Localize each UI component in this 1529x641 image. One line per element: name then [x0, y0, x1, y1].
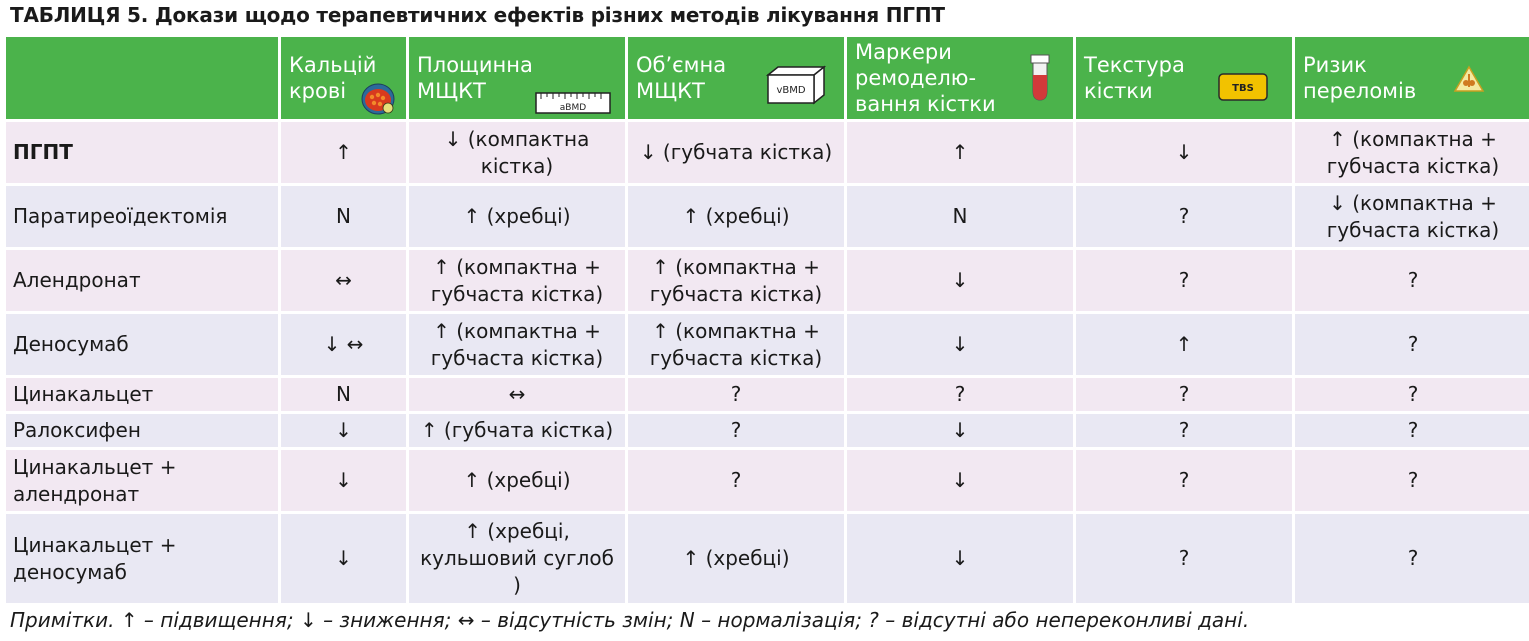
- table-cell: ↑ (хребці): [628, 186, 844, 247]
- table-cell: ↑ (компактна + губчаста кістка): [1295, 122, 1529, 183]
- row-label: Цинакальцет: [6, 378, 278, 411]
- table-cell: ?: [1295, 314, 1529, 375]
- row-label: Алендронат: [6, 250, 278, 311]
- table-row: [6, 450, 1529, 511]
- table-cell: ↓ (компактна кістка): [409, 122, 625, 183]
- table-cell: ↓: [847, 314, 1073, 375]
- table-cell: ?: [628, 450, 844, 511]
- table-cell: ?: [1076, 186, 1292, 247]
- table-cell: ?: [1076, 450, 1292, 511]
- table-cell: ↑: [1076, 314, 1292, 375]
- table-cell: N: [281, 378, 406, 411]
- row-label: ПГПТ: [6, 122, 278, 183]
- header-empty: [6, 37, 278, 119]
- row-label: Ралоксифен: [6, 414, 278, 447]
- table-cell: ↔: [281, 250, 406, 311]
- table-cell: ↓: [281, 514, 406, 603]
- header-fracture-risk: Ризик переломів: [1295, 37, 1529, 119]
- footnote: Примітки. ↑ – підвищення; ↓ – зниження; ↔ – відсутність змін; N – нормалізація; ? – відсутні або непереконливі дані.: [10, 608, 1250, 632]
- table-cell: ?: [1295, 414, 1529, 447]
- table-row: [6, 514, 1529, 603]
- table-row: [6, 186, 1529, 247]
- table-cell: ↓: [847, 414, 1073, 447]
- svg-text:TBS: TBS: [1232, 83, 1254, 94]
- header-volumetric-bmd: Об’ємна МЩКТ vBMD: [628, 37, 844, 119]
- table-cell: ↓ (компактна + губчаста кістка): [1295, 186, 1529, 247]
- table-cell: ↑ (компактна + губчаста кістка): [628, 314, 844, 375]
- table-cell: ?: [1295, 250, 1529, 311]
- table-cell: ?: [1076, 250, 1292, 311]
- table-row: [6, 122, 1529, 183]
- table-cell: ↑ (хребці): [409, 450, 625, 511]
- table-cell: ?: [1295, 514, 1529, 603]
- table-cell: ↑: [281, 122, 406, 183]
- table-cell: ↔: [409, 378, 625, 411]
- table-cell: ↑ (компактна + губчаста кістка): [409, 250, 625, 311]
- table-cell: N: [847, 186, 1073, 247]
- table-cell: ↑: [847, 122, 1073, 183]
- row-label: Цинакальцет + алендронат: [6, 450, 278, 511]
- table-cell: ↑ (компактна + губчаста кістка): [628, 250, 844, 311]
- table-row: [6, 250, 1529, 311]
- table-cell: ↓: [847, 250, 1073, 311]
- table-cell: ↓: [281, 450, 406, 511]
- table-cell: ↑ (хребці): [628, 514, 844, 603]
- header-bone-texture: Текстура кістки TBS: [1076, 37, 1292, 119]
- table-cell: ?: [847, 378, 1073, 411]
- header-row: [6, 37, 1529, 119]
- table-cell: ↓: [281, 414, 406, 447]
- row-label: Паратиреоїдектомія: [6, 186, 278, 247]
- table-cell: ?: [1295, 378, 1529, 411]
- row-label: Деносумаб: [6, 314, 278, 375]
- table-cell: ?: [1076, 414, 1292, 447]
- table-cell: ?: [628, 378, 844, 411]
- table-cell: ?: [1076, 378, 1292, 411]
- svg-text:aBMD: aBMD: [559, 103, 587, 113]
- table-row: [6, 414, 1529, 447]
- header-remodeling-markers: Маркери ремоделю- вання кістки: [847, 37, 1073, 119]
- row-label: Цинакальцет + деносумаб: [6, 514, 278, 603]
- table-cell: ?: [1295, 450, 1529, 511]
- table-cell: ↓: [847, 450, 1073, 511]
- table-cell: ↓: [847, 514, 1073, 603]
- table-row: [6, 314, 1529, 375]
- table-cell: ↑ (губчата кістка): [409, 414, 625, 447]
- table-row: [6, 378, 1529, 411]
- svg-text:vBMD: vBMD: [776, 85, 806, 96]
- table-cell: ?: [628, 414, 844, 447]
- table-cell: N: [281, 186, 406, 247]
- table-cell: ↑ (хребці, кульшовий суглоб ): [409, 514, 625, 603]
- header-areal-bmd: Площинна МЩКТ aBMD: [409, 37, 625, 119]
- table-cell: ↓ ↔: [281, 314, 406, 375]
- table-cell: ↑ (компактна + губчаста кістка): [409, 314, 625, 375]
- table-cell: ↓ (губчата кістка): [628, 122, 844, 183]
- header-blood-calcium: Кальцій крові: [281, 37, 406, 119]
- table-cell: ↑ (хребці): [409, 186, 625, 247]
- table-cell: ↓: [1076, 122, 1292, 183]
- table-cell: ?: [1076, 514, 1292, 603]
- evidence-table: [3, 34, 1529, 606]
- table-title: ТАБЛИЦЯ 5. Докази щодо терапевтичних ефектів різних методів лікування ПГПТ: [10, 3, 945, 27]
